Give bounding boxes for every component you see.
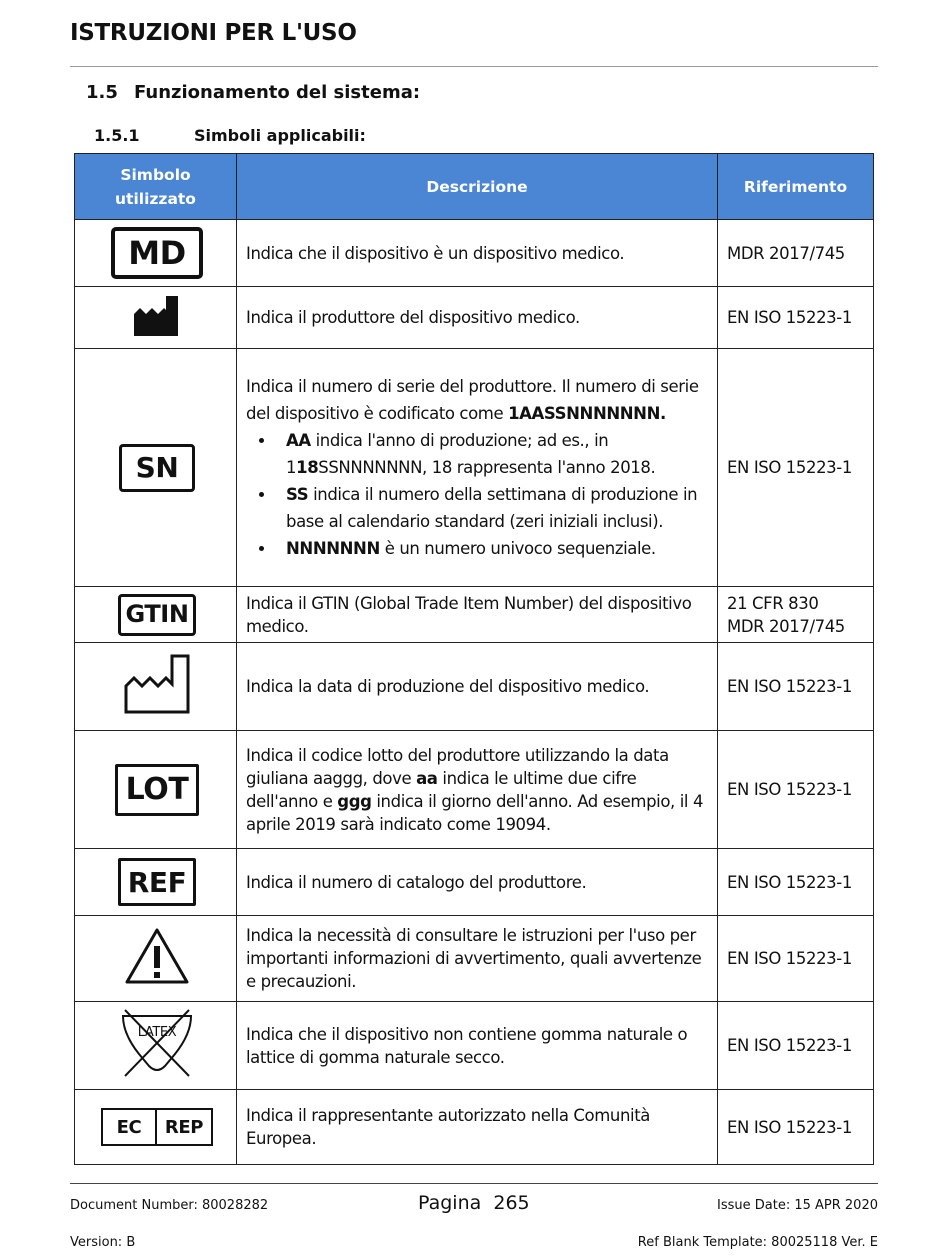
header-description: Descrizione <box>237 154 718 220</box>
issue-date: Issue Date: 15 APR 2020 <box>717 1198 878 1213</box>
document-number: Document Number: 80028282 <box>70 1198 269 1213</box>
latex-label: LATEX <box>137 1024 177 1040</box>
symbol-cell <box>75 587 237 643</box>
table-row <box>75 220 874 287</box>
sn-bullets <box>246 427 711 562</box>
reference-cell: MDR 2017/745 <box>718 220 874 287</box>
description-cell: Indica il GTIN (Global Trade Item Number) del dispositivo medico. <box>237 587 718 643</box>
description-cell: Indica il produttore del dispositivo medico. <box>237 287 718 349</box>
table-row <box>75 587 874 643</box>
symbol-cell <box>75 1090 237 1165</box>
symbol-cell <box>75 916 237 1002</box>
serial-number-symbol-icon: SN <box>119 444 195 492</box>
description-cell: Indica la necessità di consultare le istruzioni per l'uso per importanti informazioni di avvertimento, quali avvertenze e precauzioni. <box>237 916 718 1002</box>
reference-cell: EN ISO 15223-1 <box>718 287 874 349</box>
symbol-cell <box>75 849 237 916</box>
list-item: • SS indica il numero della settimana di produzione in base al calendario standard (zeri iniziali inclusi). <box>276 481 711 535</box>
sn-intro: Indica il numero di serie del produttore. Il numero di serie del dispositivo è codificato come 1AASSNNNNNNN. <box>246 377 699 423</box>
description-cell: Indica che il dispositivo non contiene gomma naturale o lattice di gomma naturale secco. <box>237 1002 718 1090</box>
gtin-symbol-icon: GTIN <box>118 594 196 636</box>
table-row <box>75 1002 874 1090</box>
symbol-cell <box>75 731 237 849</box>
date-of-manufacture-icon <box>122 652 192 716</box>
description-cell: Indica il numero di catalogo del produttore. <box>237 849 718 916</box>
description-cell: Indica il codice lotto del produttore utilizzando la data giuliana aaggg, dove aa indica le ultime due cifre dell'anno e ggg indica il giorno dell'anno. Ad esempio, il 4 aprile 2019 sarà indicato come 19094. <box>237 731 718 849</box>
page-indicator: Pagina 265 <box>418 1192 530 1214</box>
symbol-cell <box>75 349 237 587</box>
ec-rep-symbol-icon <box>101 1108 213 1146</box>
table-row <box>75 643 874 731</box>
description-cell: Indica il rappresentante autorizzato nella Comunità Europea. <box>237 1090 718 1165</box>
reference-cell: EN ISO 15223-1 <box>718 849 874 916</box>
reference-cell: EN ISO 15223-1 <box>718 643 874 731</box>
ref-symbol-icon: REF <box>118 858 196 906</box>
symbols-table <box>74 153 874 1165</box>
header-divider <box>70 66 878 67</box>
subsection-title: Simboli applicabili: <box>194 126 366 145</box>
subsection-number: 1.5.1 <box>94 126 140 145</box>
description-cell: Indica la data di produzione del dispositivo medico. <box>237 643 718 731</box>
symbol-cell <box>75 287 237 349</box>
description-cell: Indica che il dispositivo è un dispositivo medico. <box>237 220 718 287</box>
table-row <box>75 1090 874 1165</box>
symbol-cell <box>75 643 237 731</box>
reference-cell: 21 CFR 830 MDR 2017/745 <box>718 587 874 643</box>
symbol-cell <box>75 1002 237 1090</box>
reference-cell: EN ISO 15223-1 <box>718 1002 874 1090</box>
rep-label: REP <box>164 1116 204 1138</box>
caution-icon <box>123 926 191 986</box>
manufacturer-icon <box>132 292 182 338</box>
reference-cell: EN ISO 15223-1 <box>718 1090 874 1165</box>
page-number: 265 <box>493 1192 530 1214</box>
reference-cell: EN ISO 15223-1 <box>718 916 874 1002</box>
description-cell <box>237 349 718 587</box>
version: Version: B <box>70 1235 136 1250</box>
latex-free-icon <box>119 1006 195 1080</box>
lot-symbol-icon: LOT <box>115 764 199 816</box>
list-item: • AA indica l'anno di produzione; ad es., in 118SSNNNNNNN, 18 rappresenta l'anno 2018. <box>276 427 711 481</box>
footer-divider <box>70 1183 878 1184</box>
symbol-cell <box>75 220 237 287</box>
section-title: Funzionamento del sistema: <box>134 82 421 103</box>
document-title: ISTRUZIONI PER L'USO <box>70 20 357 46</box>
header-reference: Riferimento <box>718 154 874 220</box>
reference-cell: EN ISO 15223-1 <box>718 349 874 587</box>
table-row <box>75 731 874 849</box>
list-item: • NNNNNNN è un numero univoco sequenziale. <box>276 535 711 562</box>
section-number: 1.5 <box>86 82 118 103</box>
header-symbol: Simbolo utilizzato <box>75 154 237 220</box>
reference-cell: EN ISO 15223-1 <box>718 731 874 849</box>
section-heading <box>86 82 420 103</box>
subsection-heading <box>94 126 366 145</box>
table-header-row <box>75 154 874 220</box>
table-row <box>75 849 874 916</box>
template-reference: Ref Blank Template: 80025118 Ver. E <box>637 1235 878 1250</box>
md-symbol-icon: MD <box>111 227 203 279</box>
table-row <box>75 916 874 1002</box>
ec-label: EC <box>103 1110 157 1144</box>
table-row <box>75 287 874 349</box>
table-row <box>75 349 874 587</box>
